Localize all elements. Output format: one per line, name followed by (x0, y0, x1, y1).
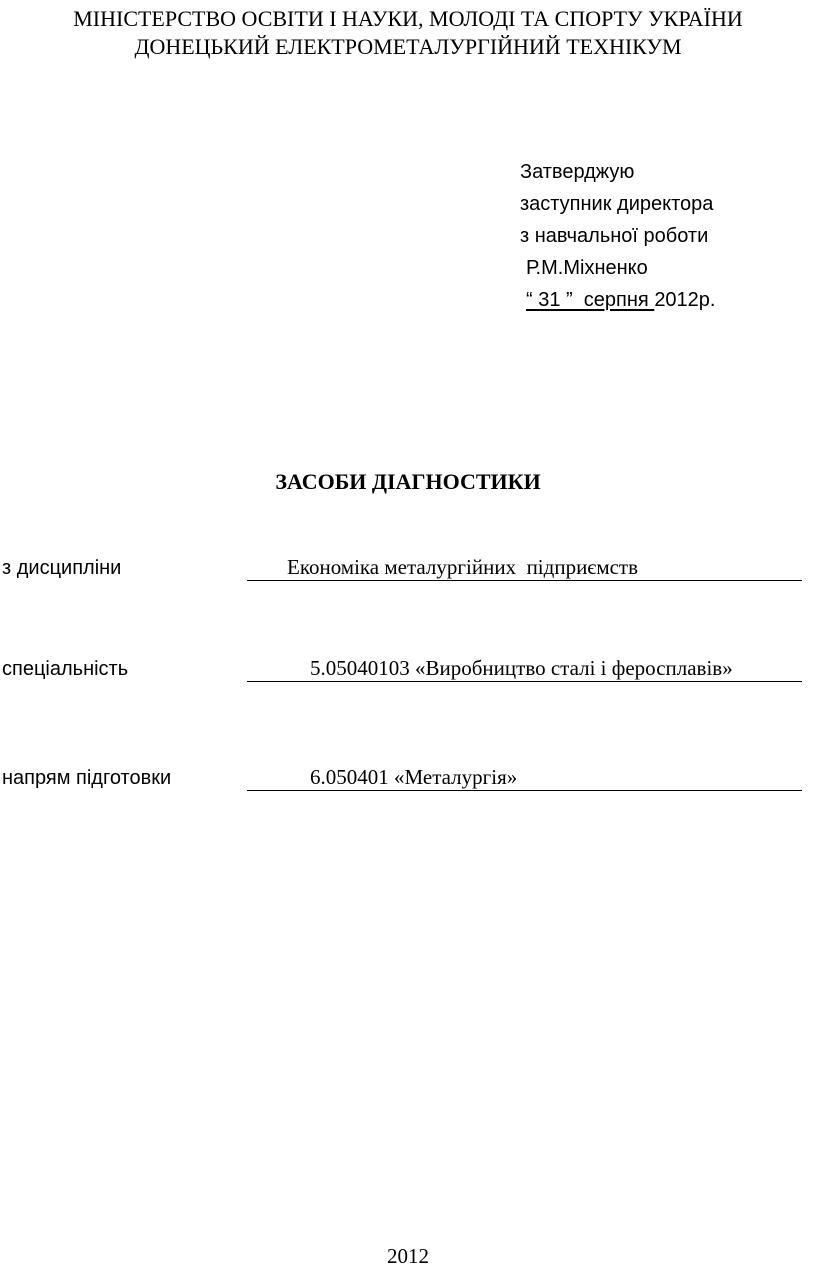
speciality-value (247, 656, 802, 682)
approval-date-day: “ 31 ” серпня (526, 289, 655, 311)
approval-date (520, 288, 715, 312)
speciality-label: спеціальність (2, 658, 129, 680)
approver-position: заступник директора (520, 193, 714, 215)
approver-area: з навчальної роботи (520, 225, 709, 247)
direction-value (247, 765, 802, 791)
college-header: ДОНЕЦЬКИЙ ЕЛЕКТРОМЕТАЛУРГІЙНИЙ ТЕХНІКУМ (134, 34, 682, 59)
direction-label: напрям підготовки (2, 767, 172, 789)
approver-name: Р.М.Міхненко (526, 257, 648, 279)
discipline-label: з дисципліни (2, 557, 122, 579)
approval-date-year: 2012р. (654, 289, 716, 311)
discipline-value (247, 555, 802, 581)
speciality-value-text: 5.05040103 «Виробництво сталі і феросплавів» (310, 656, 733, 680)
document-year: 2012 (387, 1244, 429, 1268)
direction-value-text: 6.050401 «Металургія» (310, 765, 518, 789)
discipline-value-text: Економіка металургійних підприємств (287, 555, 639, 579)
ministry-header: МІНІСТЕРСТВО ОСВІТИ І НАУКИ, МОЛОДІ ТА СПОРТУ УКРАЇНИ (73, 6, 743, 31)
document-title: ЗАСОБИ ДІАГНОСТИКИ (275, 469, 541, 494)
approval-label: Затверджую (520, 161, 635, 183)
